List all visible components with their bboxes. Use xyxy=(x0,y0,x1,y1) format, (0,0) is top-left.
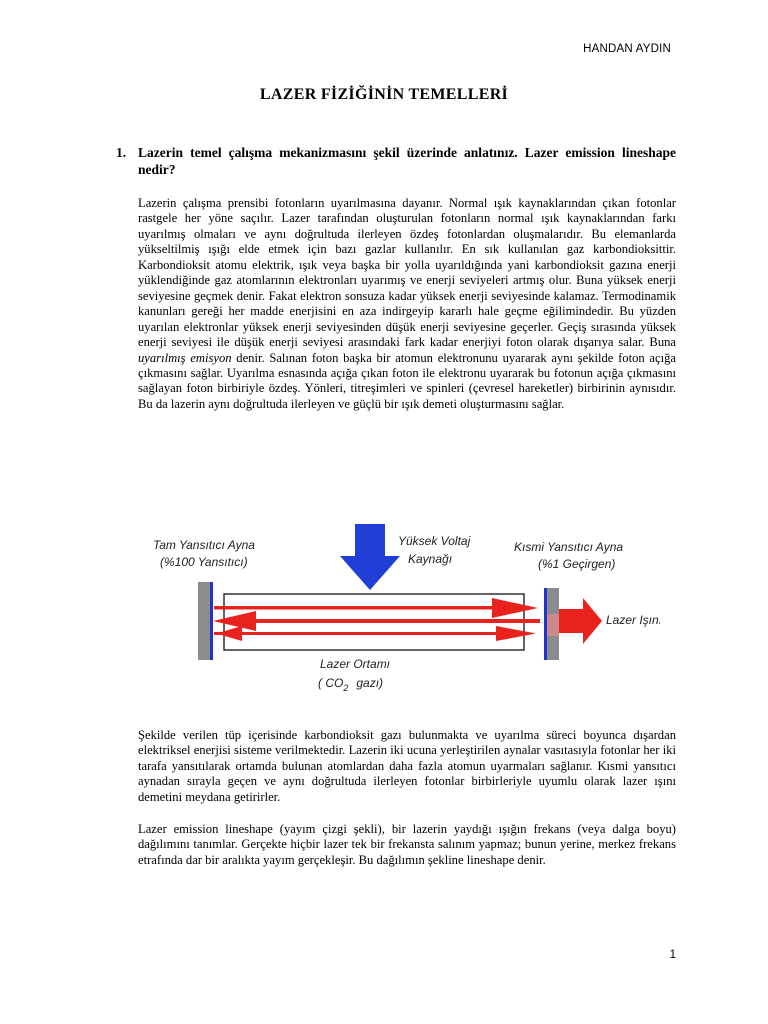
label-laser-beam: Lazer Işını xyxy=(606,613,660,627)
laser-diagram-svg xyxy=(140,518,660,696)
partial-mirror-blue xyxy=(544,588,547,660)
label-medium-2-sub: 2 xyxy=(343,683,349,693)
laser-diagram xyxy=(140,518,660,701)
label-voltage-2: Kaynağı xyxy=(408,552,453,566)
document-title: LAZER FİZİĞİNİN TEMELLERİ xyxy=(259,86,509,103)
beam-middle-line xyxy=(240,619,540,623)
paragraph-laser-principle xyxy=(138,196,676,412)
paragraph-text-part: Lazerin çalışma prensibi fotonların uyarılmasına dayanır. Normal ışık kaynaklarından çıkan fotonlar rastgele her yöne saçılır. Lazer tarafından oluşturulan fotonların normal ışık kaynaklarından farkı uyarılmış olmaları ve aynı doğrultuda ilerleyen özdeş fotonlardan oluşmalarıdır. Bu elemanlarda yükseltilmiş ışığı elde etmek için bazı gazlar kullanılır. En sık kullanılan gaz karbondioksittir. Karbondioksit atomu elektrik, ışık veya başka bir yolla uyarıldığında yani karbondioksit gazına enerji yüklendiğinde gaz atomlarının elektronları uyarımış ve enerji seviyeleri artmış olur. Buna yüksek enerji seviyesine geçmek denir. Fakat elektron sonsuza kadar yüksek enerji seviyesinde kalamaz. Termodinamik kanunları gereği her madde enerjisini en aza indirgeyip kararlı hale geçme eğilimindedir. Bu yüzden uyarılan elektronlar yüksek enerji seviyesinden düşük enerji seviyesine geçerler. Geçiş sırasında yüksek enerji seviyesi ile düşük enerji seviyesi arasındaki fark kadar enerjiyi foton olarak dışarıya salar. Buna xyxy=(138,196,676,350)
partial-mirror-stripes xyxy=(547,614,559,636)
label-full-mirror-2: (%100 Yansıtıcı) xyxy=(160,555,248,569)
label-medium-2-a: ( CO xyxy=(318,676,344,690)
full-mirror-gray xyxy=(198,582,210,660)
beam-lower-arrowhead xyxy=(496,626,536,641)
author-name: HANDAN AYDIN xyxy=(583,43,671,55)
beam-lower-line xyxy=(214,632,514,635)
label-partial-mirror-1: Kısmi Yansıtıcı Ayna xyxy=(514,540,624,554)
question-text: Lazerin temel çalışma mekanizmasını şekil üzerinde anlatınız. Lazer emission lineshape nedir? xyxy=(138,145,676,177)
question-number: 1. xyxy=(116,145,127,160)
label-medium-1: Lazer Ortamı xyxy=(320,657,391,671)
label-voltage-1: Yüksek Voltaj xyxy=(398,534,471,548)
label-medium-2 xyxy=(318,676,383,693)
beam-upper-arrowhead xyxy=(492,598,538,618)
voltage-arrow xyxy=(340,524,400,590)
label-medium-2-b: gazı) xyxy=(356,676,384,690)
question-1 xyxy=(116,144,676,178)
label-partial-mirror-2: (%1 Geçirgen) xyxy=(538,557,616,571)
output-beam-shaft xyxy=(559,609,583,633)
label-full-mirror-1: Tam Yansıtıcı Ayna xyxy=(153,538,255,552)
beam-middle-arrowhead xyxy=(213,611,256,631)
paragraph-diagram-explanation: Şekilde verilen tüp içerisinde karbondioksit gazı bulunmakta ve uyarılma süreci boyunca dışardan elektriksel enerjisi sisteme verilmektedir. Lazerin iki ucuna yerleştirilen aynalar vasıtasıyla fotonlar her iki tarafa yansıtılarak ortamda bulunan atomlardan daha fazla atomun uyarmaları sağlanır. Kısmi yansıtıcı aynadan sırayla geçen ve aynı doğrultuda ilerleyen fotonlar birbirleriyle uyumlu olarak lazer ışını demetini meydana getirirler. xyxy=(138,728,676,804)
paragraph-lineshape: Lazer emission lineshape (yayım çizgi şekli), bir lazerin yaydığı ışığın frekans (veya dalga boyu) dağılımını tanımlar. Gerçekte hiçbir lazer tek bir frekansta salınım yapmaz; bunun yerine, merkez frekans etrafında dar bir aralıkta yayım gerçekleşir. Bu dağılımın şekline lineshape denir. xyxy=(138,822,676,867)
output-beam-arrowhead xyxy=(583,598,602,644)
italic-term: uyarılmış emisyon xyxy=(138,350,232,365)
beam-upper-line xyxy=(214,606,524,610)
full-mirror-blue xyxy=(210,582,213,660)
paragraph-text-part: denir. Salınan foton başka bir atomun elektronunu uyararak aynı şekilde foton açığa çıkmasını sağlar. Uyarılma esnasında açığa çıkan foton ile elektronu uyararak bu fotonun açığa çıkmasını sağlayan foton birbiriyle özdeş. Yönleri, titreşimleri ve spinleri (çevresel hareketler) birbirinin aynısıdır. Bu da lazerin aynı doğrultuda ilerleyen ve güçlü bir ışık demeti oluşturmasını sağlar. xyxy=(138,350,676,411)
page-number: 1 xyxy=(669,949,676,961)
beam-lower-left-head xyxy=(216,626,242,641)
